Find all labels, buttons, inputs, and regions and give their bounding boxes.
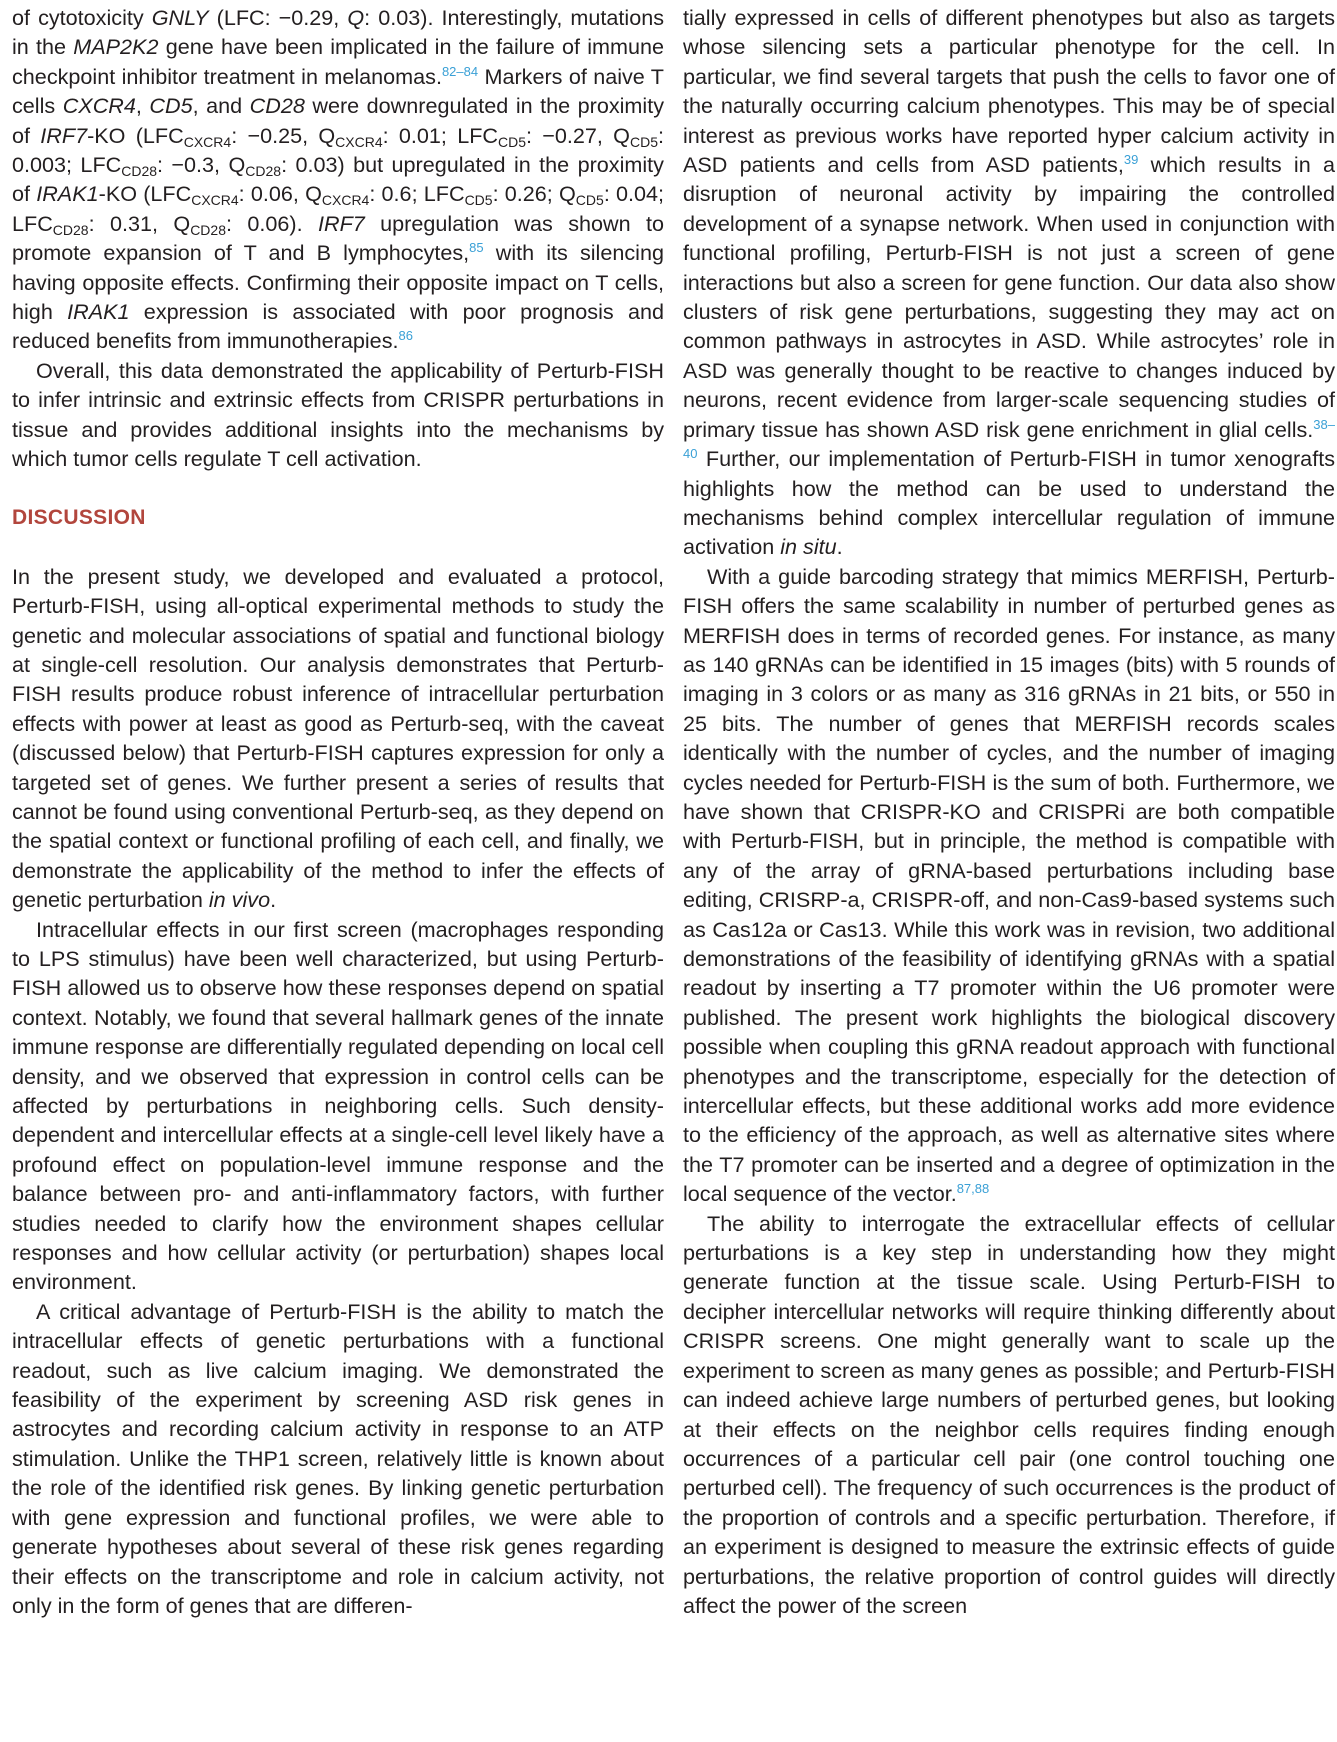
text-run: which results in a disruption of neuronal activity by impairing the controlled development of a synapse network. When used in conjunction with functional profiling, Perturb-FISH is not just a screen of gene interactions but also a screen for gene function. Our data also show clusters of risk gene perturbations, suggesting they may act on common pathways in astrocytes in ASD. While astrocytes’ role in ASD was generally thought to be reactive to changes induced by neurons, recent evidence from larger-scale sequencing studies of primary tissue has shown ASD risk gene enrichment in glial cells.	[683, 152, 1335, 442]
paragraph	[12, 562, 664, 915]
citation-ref: 85	[469, 240, 484, 256]
text-run: : 0.26; Q	[492, 181, 576, 207]
section-gap	[12, 474, 664, 503]
subscript: CD28	[190, 221, 226, 238]
text-run: tially expressed in cells of different phenotypes but also as targets whose silencing sets a particular phenotype for the cell. In particular, we find several targets that push the cells to favor one of the naturally occurring calcium phenotypes. This may be of special interest as previous works have reported hyper calcium activity in ASD patients and cells from ASD patients,	[683, 5, 1335, 178]
italic-term: Q	[347, 5, 365, 30]
text-run: The ability to interrogate the extracellular effects of cellular perturbations is a key step in understanding how they might generate function at the tissue scale. Using Perturb-FISH to decipher intercellular networks will require thinking differently about CRISPR screens. One might generally want to scale up the experiment to screen as many genes as possible; and Perturb-FISH can indeed achieve large numbers of perturbed genes, but looking at their effects on the neighbor cells requires finding enough occurrences of a particular cell pair (one control touching one perturbed cell). The frequency of such occurrences is the product of the proportion of controls and a specific perturbation. Therefore, if an experiment is designed to measure the extrinsic effects of guide perturbations, the relative proportion of control guides will directly affect the power of the screen	[683, 1210, 1335, 1618]
text-run: : 0.31, Q	[88, 210, 191, 236]
citation-ref: 82–84	[441, 63, 479, 79]
section-gap	[12, 532, 664, 561]
citation-ref: 86	[398, 328, 413, 344]
italic-term: GNLY	[151, 5, 209, 30]
italic-term: CD5	[149, 93, 193, 119]
subscript: CXCR4	[335, 133, 383, 150]
citation-ref: 87,88	[956, 1181, 990, 1197]
text-run: : 0.01; LFC	[382, 122, 498, 148]
italic-term: in vivo	[208, 887, 271, 913]
text-run: In the present study, we developed and evaluated a protocol, Perturb-FISH, using all-optical experimental methods to study the genetic and molecular associations of spatial and functional biology at single-cell resolution. Our analysis demonstrates that Perturb-FISH results produce robust inference of intracellular perturbation effects with power at least as good as Perturb-seq, with the caveat (discussed below) that Perturb-FISH captures expression for only a targeted set of genes. We further present a series of results that cannot be found using conventional Perturb-seq, as they depend on the spatial context or functional profiling of each cell, and finally, we demonstrate the applicability of the method to infer the effects of genetic perturbation	[12, 563, 664, 913]
text-run: gene have been implicated in the failure of immune checkpoint inhibitor treatment in melanomas.	[12, 34, 664, 89]
text-run: -KO (LFC	[98, 181, 192, 207]
text-run: (LFC: −0.29,	[208, 5, 348, 30]
subscript: CD28	[52, 221, 89, 238]
text-run: : 0.03). Interestingly, mutations in the	[12, 5, 665, 60]
text-run: expression is associated with poor prognosis and reduced benefits from immunotherapies.	[12, 299, 665, 354]
text-run: Overall, this data demonstrated the applicability of Perturb-FISH to infer intrinsic and extrinsic effects from CRISPR perturbations in tissue and provides additional insights into the mechanisms by which tumor cells regulate T cell activation.	[12, 357, 664, 472]
italic-term: IRAK1	[67, 299, 130, 325]
italic-term: CD28	[249, 93, 305, 119]
right-column	[683, 3, 1335, 1620]
text-run: .	[270, 887, 277, 913]
citation-ref: 38–40	[683, 416, 1335, 462]
paragraph	[12, 915, 664, 1297]
text-run: Markers of naive T cells	[12, 63, 664, 119]
text-run: Intracellular effects in our first screen (macrophages responding to LPS stimulus) have been well characterized, but using Perturb-FISH allowed us to observe how these responses depend on spatial context. Notably, we found that several hallmark genes of the innate immune response are differentially regulated depending on local cell density, and we observed that expression in control cells can be affected by perturbations in neighboring cells. Such density-dependent and intercellular effects at a single-cell level likely have a profound effect on population-level immune response and the balance between pro- and anti-inflammatory factors, with further studies needed to clarify how the environment shapes cellular responses and how cellular activity (or perturbation) shapes local environment.	[12, 916, 664, 1295]
text-run: upregulation was shown to promote expansion of T and B lymphocytes,	[12, 210, 665, 266]
text-run: : 0.03) but upregulated in the proximity of	[12, 152, 664, 207]
italic-term: IRAK1	[36, 181, 99, 207]
section-heading: DISCUSSION	[12, 505, 146, 529]
subscript: CXCR4	[191, 192, 239, 209]
text-run: With a guide barcoding strategy that mimics MERFISH, Perturb-FISH offers the same scalability in number of perturbed genes as MERFISH does in terms of recorded genes. For instance, as many as 140 gRNAs can be identified in 15 images (bits) with 5 rounds of imaging in 3 colors or as many as 316 gRNAs in 21 bits, or 550 in 25 bits. The number of genes that MERFISH records scales identically with the number of cycles, and the number of imaging cycles needed for Perturb-FISH is the sum of both. Furthermore, we have shown that CRISPR-KO and CRISPRi are both compatible with Perturb-FISH, but in principle, the method is compatible with any of the array of gRNA-based perturbations including base editing, CRISRP-a, CRISPR-off, and non-Cas9-based systems such as Cas12a or Cas13. While this work was in revision, two additional demonstrations of the feasibility of identifying gRNAs with a spatial readout by inserting a T7 promoter within the U6 promoter were published. The present work highlights the biological discovery possible when coupling this gRNA readout approach with functional phenotypes and the transcriptome, especially for the detection of intercellular effects, but these additional works add more evidence to the efficiency of the approach, as well as alternative sites where the T7 promoter can be inserted and a degree of optimization in the local sequence of the vector.	[683, 563, 1335, 1207]
paragraph	[12, 3, 664, 356]
text-run: : 0.06).	[225, 210, 318, 236]
text-run: : −0.3, Q	[157, 152, 246, 178]
subscript: CD5	[575, 192, 604, 209]
text-run: A critical advantage of Perturb-FISH is the ability to match the intracellular effects of genetic perturbations with a functional readout, such as live calcium imaging. We demonstrated the feasibility of the experiment by screening ASD risk genes in astrocytes and recording calcium activity in response to an ATP stimulation. Unlike the THP1 screen, relatively little is known about the role of the identified risk genes. By linking genetic perturbation with gene expression and functional profiles, we were able to generate hypotheses about several of these risk genes regarding their effects on the transcriptome and role in calcium activity, not only in the form of genes that are differen-	[12, 1298, 664, 1618]
text-run: -KO (LFC	[87, 122, 184, 148]
subscript: CD5	[464, 192, 493, 209]
text-run: : −0.27, Q	[526, 122, 630, 148]
text-run: : 0.003; LFC	[12, 122, 664, 178]
citation-ref: 39	[1123, 152, 1139, 168]
subscript: CXCR4	[183, 133, 232, 150]
text-run: Further, our implementation of Perturb-FISH in tumor xenografts highlights how the method can be used to understand the mechanisms behind complex intercellular regulation of immune activation	[683, 446, 1335, 560]
subscript: CD28	[245, 163, 282, 180]
paragraph	[12, 1297, 664, 1620]
paragraph	[683, 562, 1335, 1209]
subscript: CD5	[629, 133, 658, 150]
text-run: ,	[135, 93, 150, 119]
paragraph	[12, 356, 664, 474]
text-run: with its silencing having opposite effects. Confirming their opposite impact on T cells, high	[12, 240, 664, 325]
subscript: CXCR4	[321, 192, 370, 209]
text-run: , and	[192, 93, 250, 119]
text-run: .	[836, 534, 843, 560]
text-run: : −0.25, Q	[231, 122, 336, 148]
subscript: CD28	[121, 163, 158, 180]
text-run: : 0.04; LFC	[12, 181, 665, 236]
paragraph	[683, 1209, 1335, 1621]
italic-term: in situ	[780, 534, 837, 560]
text-run: of cytotoxicity	[12, 5, 152, 30]
text-run: : 0.06, Q	[238, 181, 322, 207]
italic-term: CXCR4	[62, 93, 136, 119]
italic-term: MAP2K2	[73, 34, 159, 60]
subscript: CD5	[498, 133, 527, 150]
text-run: were downregulated in the proximity of	[12, 93, 665, 148]
left-column	[12, 3, 664, 1620]
italic-term: IRF7	[40, 122, 88, 148]
italic-term: IRF7	[317, 210, 365, 236]
text-run: : 0.6; LFC	[369, 181, 465, 207]
paragraph	[683, 3, 1335, 562]
